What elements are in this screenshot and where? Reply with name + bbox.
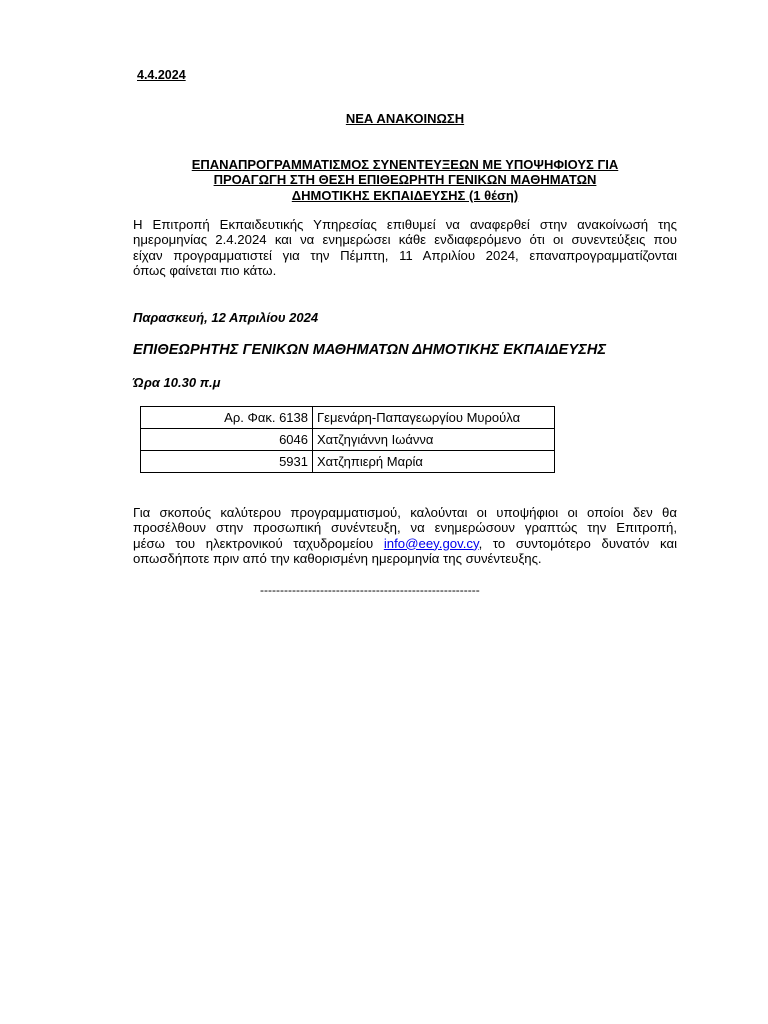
announcement-subject bbox=[133, 157, 677, 203]
announcement-headline: ΝΕΑ ΑΝΑΚΟΙΝΩΣΗ bbox=[345, 111, 465, 126]
closing-line-3-end: , το συντομότερο δυνατόν και bbox=[478, 535, 677, 551]
table-row bbox=[141, 451, 555, 473]
intro-paragraph bbox=[133, 217, 677, 278]
intro-line-3: είχαν προγραμματιστεί για την Πέμπτη, 11 Απριλίου 2024, επαναπρογραμματίζονται bbox=[133, 247, 677, 263]
file-number-cell: 6046 bbox=[141, 429, 313, 451]
intro-line-1: Η Επιτροπή Εκπαιδευτικής Υπηρεσίας επιθυμεί να αναφερθεί στην ανακοίνωσή της bbox=[133, 217, 677, 232]
candidate-name-cell: Χατζηπιερή Μαρία bbox=[313, 451, 555, 473]
announcement-date: 4.4.2024 bbox=[137, 68, 186, 82]
position-title: ΕΠΙΘΕΩΡΗΤΗΣ ΓΕΝΙΚΩΝ ΜΑΘΗΜΑΤΩΝ ΔΗΜΟΤΙΚΗΣ ΕΚΠΑΙΔΕΥΣΗΣ bbox=[133, 342, 607, 358]
interview-time: Ώρα 10.30 π.μ bbox=[133, 375, 221, 390]
candidate-name-cell: Χατζηγιάννη Ιωάννα bbox=[313, 429, 555, 451]
closing-line-2: προσέλθουν στην προσωπική συνέντευξη, να ενημερώσουν γραπτώς την Επιτροπή, bbox=[133, 520, 677, 536]
subject-line-2: ΠΡΟΑΓΩΓΗ ΣΤΗ ΘΕΣΗ ΕΠΙΘΕΩΡΗΤΗ ΓΕΝΙΚΩΝ ΜΑΘΗΜΑΤΩΝ bbox=[213, 172, 597, 188]
candidate-name-cell: Γεμενάρη-Παπαγεωργίου Μυρούλα bbox=[313, 407, 555, 429]
file-number-cell: Αρ. Φακ. 6138 bbox=[141, 407, 313, 429]
closing-line-3-start: μέσω του ηλεκτρονικού ταχυδρομείου bbox=[133, 535, 384, 551]
table-row bbox=[141, 429, 555, 451]
closing-line-4: οπωσδήποτε πριν από την καθορισμένη ημερομηνία της συνέντευξης. bbox=[133, 550, 542, 566]
contact-email-link[interactable]: info@eey.gov.cy bbox=[383, 535, 479, 551]
interview-day: Παρασκευή, 12 Απριλίου 2024 bbox=[133, 310, 319, 325]
separator-line: ------------------------------------------------------- bbox=[260, 583, 480, 597]
candidates-table bbox=[140, 406, 555, 473]
closing-line-3 bbox=[133, 536, 677, 551]
intro-line-4: όπως φαίνεται πιο κάτω. bbox=[133, 262, 277, 278]
table-row bbox=[141, 407, 555, 429]
subject-line-3: ΔΗΜΟΤΙΚΗΣ ΕΚΠΑΙΔΕΥΣΗΣ (1 θέση) bbox=[291, 187, 519, 203]
closing-line-1: Για σκοπούς καλύτερου προγραμματισμού, καλούνται οι υποψήφιοι οι οποίοι δεν θα bbox=[133, 505, 677, 520]
intro-line-2: ημερομηνίας 2.4.2024 και να ενημερώσει κάθε ενδιαφερόμενο ότι οι συνεντεύξεις που bbox=[133, 232, 677, 248]
file-number-cell: 5931 bbox=[141, 451, 313, 473]
closing-paragraph bbox=[133, 505, 677, 566]
subject-line-1: ΕΠΑΝΑΠΡΟΓΡΑΜΜΑΤΙΣΜΟΣ ΣΥΝΕΝΤΕΥΞΕΩΝ ΜΕ ΥΠΟΨΗΦΙΟΥΣ ΓΙΑ bbox=[191, 157, 619, 172]
